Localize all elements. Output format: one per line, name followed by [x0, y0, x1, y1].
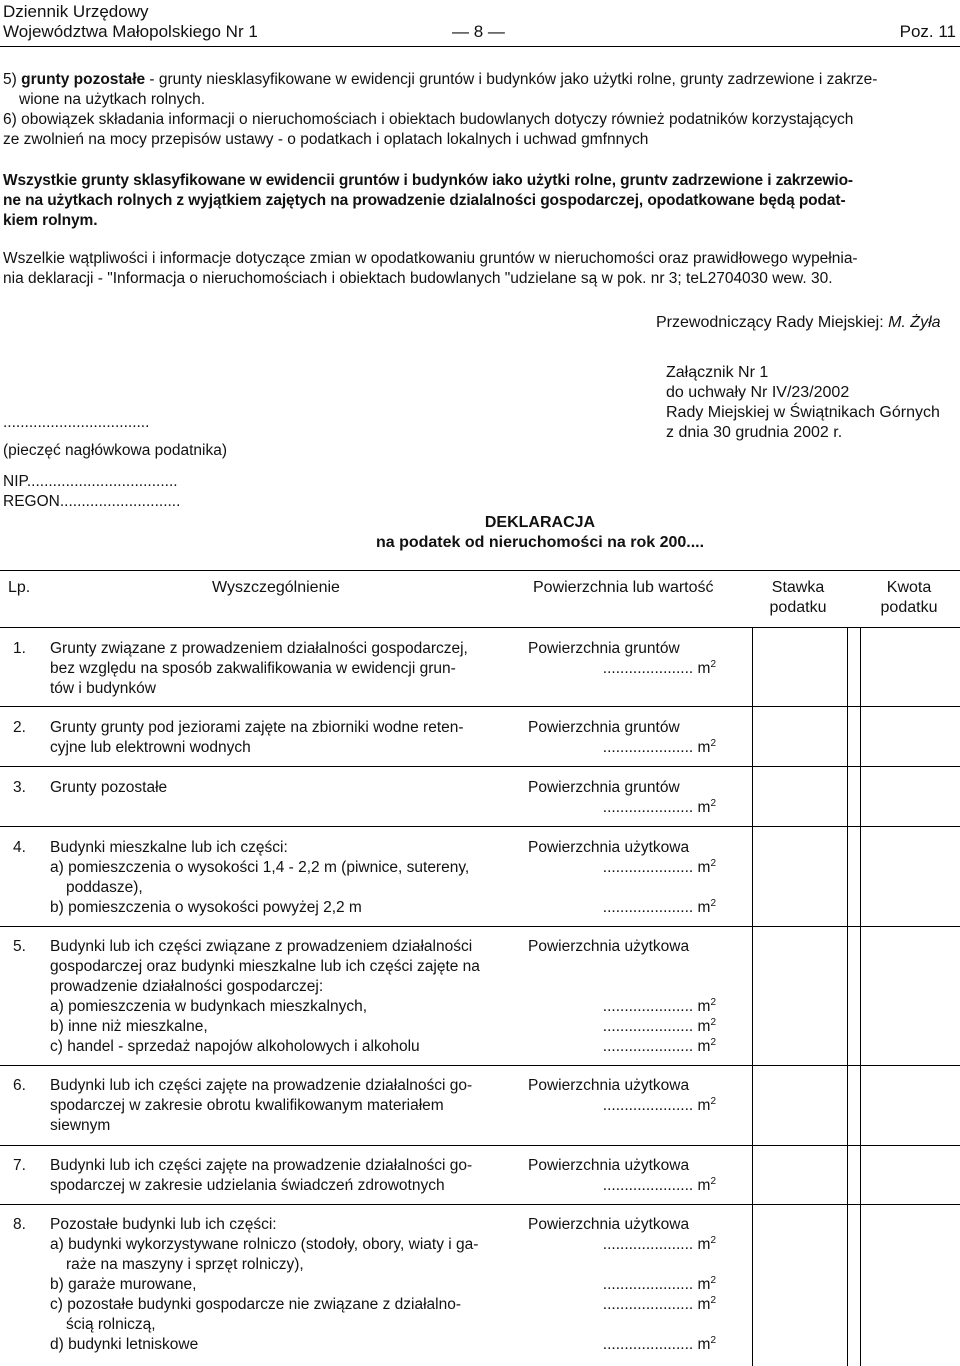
- row-8-number: 8.: [13, 1216, 26, 1233]
- row-5a-area-field[interactable]: ..................... $m^2$: [602, 997, 716, 1015]
- item-5-text-cont: wione na użytkach rolnych.: [19, 91, 206, 108]
- item-6: [3, 110, 957, 150]
- row-divider: [0, 706, 960, 707]
- row-divider: [0, 1204, 960, 1205]
- row-3-area: [528, 778, 716, 818]
- row-2-area-label: Powierzchnia gruntów: [528, 719, 680, 736]
- info-note-line1: Wszelkie wątpliwości i informacje dotyczące zmian w opodatkowaniu gruntów w nieruchomości oraz prawidłowego wypełnia-: [3, 250, 858, 267]
- annex-line3: Rady Miejskiej w Świątnikach Górnych: [666, 404, 940, 421]
- row-4-description: [50, 838, 518, 918]
- journal-title: [3, 2, 258, 42]
- row-1-line: Grunty związane z prowadzeniem działalności gospodarczej,: [50, 640, 468, 657]
- row-4-number: 4.: [13, 839, 26, 856]
- row-1-line: tów i budynków: [50, 680, 156, 697]
- row-5-line: a) pomieszczenia w budynkach mieszkalnych,: [50, 998, 368, 1015]
- row-8a-area-field[interactable]: ..................... $m^2$: [602, 1235, 716, 1253]
- rate-column: [752, 627, 848, 1366]
- row-divider: [0, 1145, 960, 1146]
- row-divider: [0, 1065, 960, 1066]
- item-6-line1: 6) obowiązek składania informacji o nieruchomościach i obiektach budowlanych dotyczy również podatników korzystających: [3, 111, 854, 128]
- row-8-line: Pozostałe budynki lub ich części:: [50, 1216, 277, 1233]
- row-2-description: [50, 718, 518, 758]
- row-8-line: c) pozostałe budynki gospodarcze nie związane z działalno-: [50, 1296, 461, 1313]
- row-2-line: Grunty grunty pod jeziorami zajęte na zbiorniki wodne reten-: [50, 719, 464, 736]
- agricultural-note-line1: Wszystkie grunty sklasyfikowane w ewidencii gruntów i budynków iako użytki rolne, gruntv zadrzewione i zakrzewio-: [3, 172, 853, 189]
- header-divider: [0, 46, 960, 47]
- row-7-line: spodarczej w zakresie udzielania świadczeń zdrowotnych: [50, 1177, 445, 1194]
- row-5-line: gospodarczej oraz budynki mieszkalne lub ich części zajęte na: [50, 958, 480, 975]
- row-divider: [0, 926, 960, 927]
- col-area: Powierzchnia lub wartość: [533, 579, 714, 596]
- row-3-description: [50, 778, 518, 798]
- amount-column: [860, 627, 960, 1366]
- row-6-line: spodarczej w zakresie obrotu kwalifikowanym materiałem: [50, 1097, 444, 1114]
- signature: [656, 314, 941, 332]
- row-1-area-field[interactable]: ..................... $m^2$: [602, 659, 716, 677]
- row-4a-area-field[interactable]: ..................... $m^2$: [602, 858, 716, 876]
- row-8-line: d) budynki letniskowe: [50, 1336, 199, 1353]
- regon-field[interactable]: REGON............................: [3, 493, 181, 510]
- signature-label: Przewodniczący Rady Miejskiej:: [656, 314, 889, 331]
- annex-line2: do uchwały Nr IV/23/2002: [666, 384, 850, 401]
- info-note-line2: nia deklaracji - "Informacja o nieruchomościach i obiektach budowlanych "udzielane są w pok. nr 3; teL2704030 wew. 30.: [3, 270, 833, 287]
- row-8b-area-field[interactable]: ..................... $m^2$: [602, 1275, 716, 1293]
- declaration-heading: DEKLARACJA: [484, 514, 596, 531]
- row-6-area-field[interactable]: ..................... $m^2$: [602, 1096, 716, 1114]
- col-rate-line1: Stawka: [771, 579, 825, 596]
- row-5-number: 5.: [13, 938, 26, 955]
- row-4-line: a) pomieszczenia o wysokości 1,4 - 2,2 m (piwnice, sutereny,: [50, 859, 470, 876]
- nip-field[interactable]: NIP...................................: [3, 473, 178, 490]
- row-5b-area-field[interactable]: ..................... $m^2$: [602, 1017, 716, 1035]
- row-7-area-field[interactable]: ..................... $m^2$: [602, 1176, 716, 1194]
- agricultural-note-line3: kiem rolnym.: [3, 212, 98, 229]
- row-4-line: poddasze),: [66, 879, 143, 896]
- annex-info: [666, 363, 940, 443]
- row-1-area: [528, 639, 716, 679]
- row-5c-area-field[interactable]: ..................... $m^2$: [602, 1037, 716, 1055]
- col-amount-line1: Kwota: [886, 579, 932, 596]
- position-number: Poz. 11: [899, 22, 956, 41]
- col-lp: Lp.: [8, 579, 31, 596]
- item-6-line2: ze zwolnień na mocy przepisów ustawy - o podatkach i oplatach lokalnych i uchwad gmfnnych: [3, 131, 649, 148]
- row-1-line: bez względu na sposób zakwalifikowania w ewidencji grun-: [50, 660, 456, 677]
- row-8-description: [50, 1215, 518, 1355]
- page-number: — 8 —: [452, 22, 505, 41]
- col-specification: Wyszczególnienie: [212, 579, 340, 596]
- agricultural-note: [3, 171, 957, 231]
- row-6-line: Budynki lub ich części zajęte na prowadzenie działalności go-: [50, 1077, 473, 1094]
- annex-line4: z dnia 30 grudnia 2002 r.: [666, 424, 843, 441]
- row-8-line: raże na maszyny i sprzęt rolniczy),: [66, 1256, 304, 1273]
- row-1-description: [50, 639, 518, 699]
- signature-name: M. Żyła: [888, 314, 941, 331]
- row-7-description: [50, 1156, 518, 1196]
- row-7-line: Budynki lub ich części zajęte na prowadzenie działalności go-: [50, 1157, 473, 1174]
- row-5-line: Budynki lub ich części związane z prowadzeniem działalności: [50, 938, 473, 955]
- row-1-number: 1.: [13, 640, 26, 657]
- row-8-line: b) garaże murowane,: [50, 1276, 197, 1293]
- col-rate-line2: podatku: [769, 599, 827, 616]
- row-8-area: [528, 1215, 716, 1355]
- row-8d-area-field[interactable]: ..................... $m^2$: [602, 1335, 716, 1353]
- row-5-line: b) inne niż mieszkalne,: [50, 1018, 208, 1035]
- row-2-area-field[interactable]: ..................... $m^2$: [602, 738, 716, 756]
- row-3-area-field[interactable]: ..................... $m^2$: [602, 798, 716, 816]
- row-4-area: [528, 838, 716, 918]
- annex-line1: Załącznik Nr 1: [666, 364, 769, 381]
- row-5-line: c) handel - sprzedaż napojów alkoholowych i alkoholu: [50, 1038, 420, 1055]
- item-5: [3, 70, 957, 110]
- row-2-line: cyjne lub elektrowni wodnych: [50, 739, 251, 756]
- row-6-description: [50, 1076, 518, 1136]
- row-6-area: [528, 1076, 716, 1116]
- row-divider: [0, 826, 960, 827]
- row-3-number: 3.: [13, 779, 26, 796]
- row-5-line: prowadzenie działalności gospodarczej:: [50, 978, 324, 995]
- taxpayer-ids: [3, 472, 180, 512]
- row-6-number: 6.: [13, 1077, 26, 1094]
- row-8-area-label: Powierzchnia użytkowa: [528, 1216, 690, 1233]
- row-4-area-label: Powierzchnia użytkowa: [528, 839, 690, 856]
- row-4-line: b) pomieszczenia o wysokości powyżej 2,2 m: [50, 899, 362, 916]
- row-6-area-label: Powierzchnia użytkowa: [528, 1077, 690, 1094]
- row-7-number: 7.: [13, 1157, 26, 1174]
- item-5-number: 5): [3, 71, 17, 88]
- row-2-number: 2.: [13, 719, 26, 736]
- table-top-border: [0, 570, 960, 571]
- row-8c-area-field[interactable]: ..................... $m^2$: [602, 1295, 716, 1313]
- row-5-area-label: Powierzchnia użytkowa: [528, 938, 690, 955]
- col-amount: [866, 578, 952, 618]
- row-8-line: ścią rolniczą,: [66, 1316, 156, 1333]
- taxpayer-stamp: [3, 413, 227, 461]
- row-6-line: siewnym: [50, 1117, 111, 1134]
- row-7-area-label: Powierzchnia użytkowa: [528, 1157, 690, 1174]
- row-7-area: [528, 1156, 716, 1196]
- col-rate: [755, 578, 841, 618]
- journal-title-line2: Województwa Małopolskiego Nr 1: [3, 22, 258, 41]
- row-1-area-label: Powierzchnia gruntów: [528, 640, 680, 657]
- item-5-text: - grunty niesklasyfikowane w ewidencji gruntów i budynków jako użytki rolne, grunty zadrzewione i zakrze-: [145, 71, 878, 88]
- item-5-term: grunty pozostałe: [21, 71, 146, 88]
- journal-title-line1: Dziennik Urzędowy: [3, 2, 149, 21]
- stamp-label: (pieczęć nagłówkowa podatnika): [3, 442, 228, 459]
- row-3-area-label: Powierzchnia gruntów: [528, 779, 680, 796]
- row-3-line: Grunty pozostałe: [50, 779, 168, 796]
- agricultural-note-line2: ne na użytkach rolnych z wyjątkiem zajętych na prowadzenie dzialalności gospodarczej, opodatkowane będą podat-: [3, 192, 846, 209]
- row-divider: [0, 766, 960, 767]
- row-5-area: [528, 937, 716, 1057]
- col-amount-line2: podatku: [880, 599, 938, 616]
- row-5-description: [50, 937, 518, 1057]
- declaration-subtitle: na podatek od nieruchomości na rok 200....: [375, 534, 705, 551]
- row-2-area: [528, 718, 716, 758]
- declaration-title: [270, 513, 810, 553]
- row-8-line: a) budynki wykorzystywane rolniczo (stodoły, obory, wiaty i ga-: [50, 1236, 479, 1253]
- row-4b-area-field[interactable]: ..................... $m^2$: [602, 898, 716, 916]
- stamp-field[interactable]: ..................................: [3, 414, 150, 431]
- row-4-line: Budynki mieszkalne lub ich części:: [50, 839, 288, 856]
- info-note: [3, 249, 957, 289]
